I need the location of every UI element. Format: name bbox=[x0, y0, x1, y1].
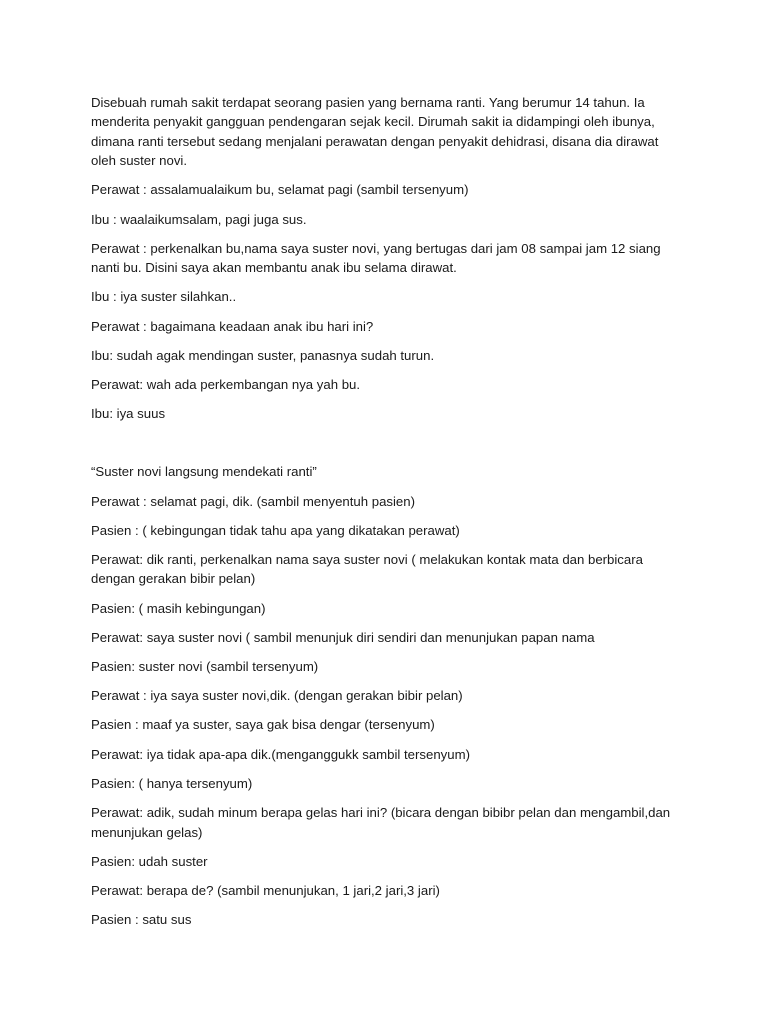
dialogue-line: Ibu : waalaikumsalam, pagi juga sus. bbox=[91, 211, 307, 227]
dialogue-line: Pasien : maaf ya suster, saya gak bisa dengar (tersenyum) bbox=[91, 717, 435, 733]
dialogue-line: Perawat: dik ranti, perkenalkan nama saya suster novi ( melakukan kontak mata dan berbicara dengan gerakan bibir pelan) bbox=[91, 552, 643, 587]
dialogue-line: Pasien : ( kebingungan tidak tahu apa yang dikatakan perawat) bbox=[91, 522, 460, 538]
dialogue-line: Perawat : assalamualaikum bu, selamat pagi (sambil tersenyum) bbox=[91, 182, 469, 198]
dialogue-line: Pasien: ( hanya tersenyum) bbox=[91, 775, 253, 791]
dialogue-line: Pasien : satu sus bbox=[91, 912, 192, 928]
dialogue-line: Perawat : bagaimana keadaan anak ibu hari ini? bbox=[91, 318, 374, 334]
dialogue-line: Perawat: adik, sudah minum berapa gelas hari ini? (bicara dengan bibibr pelan dan mengambil,dan menunjukan gelas) bbox=[91, 805, 671, 840]
dialogue-line: Pasien: ( masih kebingungan) bbox=[91, 600, 266, 616]
dialogue-line: Perawat : selamat pagi, dik. (sambil menyentuh pasien) bbox=[91, 493, 415, 509]
dialogue-line: Pasien: suster novi (sambil tersenyum) bbox=[91, 659, 319, 675]
dialogue-line: Pasien: udah suster bbox=[91, 853, 208, 869]
dialogue-line: Ibu: iya suus bbox=[91, 406, 166, 422]
intro-paragraph: Disebuah rumah sakit terdapat seorang pasien yang bernama ranti. Yang berumur 14 tahun. Ia menderita penyakit gangguan pendengaran sejak kecil. Dirumah sakit ia didampingi oleh ibunya, dimana ranti tersebut sedang menjalani perawatan dengan penyakit dehidrasi, disana dia dirawat oleh suster novi. bbox=[91, 95, 659, 169]
dialogue-line: Perawat: iya tidak apa-apa dik.(menganggukk sambil tersenyum) bbox=[91, 746, 470, 762]
dialogue-line: Perawat : perkenalkan bu,nama saya suster novi, yang bertugas dari jam 08 sampai jam 12 siang nanti bu. Disini saya akan membantu anak ibu selama dirawat. bbox=[91, 240, 661, 276]
dialogue-line: Perawat : iya saya suster novi,dik. (dengan gerakan bibir pelan) bbox=[91, 688, 463, 704]
section-spacer bbox=[91, 433, 681, 462]
dialogue-line: Perawat: saya suster novi ( sambil menunjuk diri sendiri dan menunjukan papan nama bbox=[91, 629, 595, 645]
dialogue-line: Perawat: wah ada perkembangan nya yah bu. bbox=[91, 377, 361, 393]
dialogue-line: Ibu: sudah agak mendingan suster, panasnya sudah turun. bbox=[91, 347, 435, 363]
dialogue-line: Perawat: berapa de? (sambil menunjukan, 1 jari,2 jari,3 jari) bbox=[91, 882, 440, 898]
dialogue-line: Ibu : iya suster silahkan.. bbox=[91, 289, 237, 305]
document-body bbox=[91, 93, 681, 939]
scene-note: “Suster novi langsung mendekati ranti” bbox=[91, 464, 317, 480]
